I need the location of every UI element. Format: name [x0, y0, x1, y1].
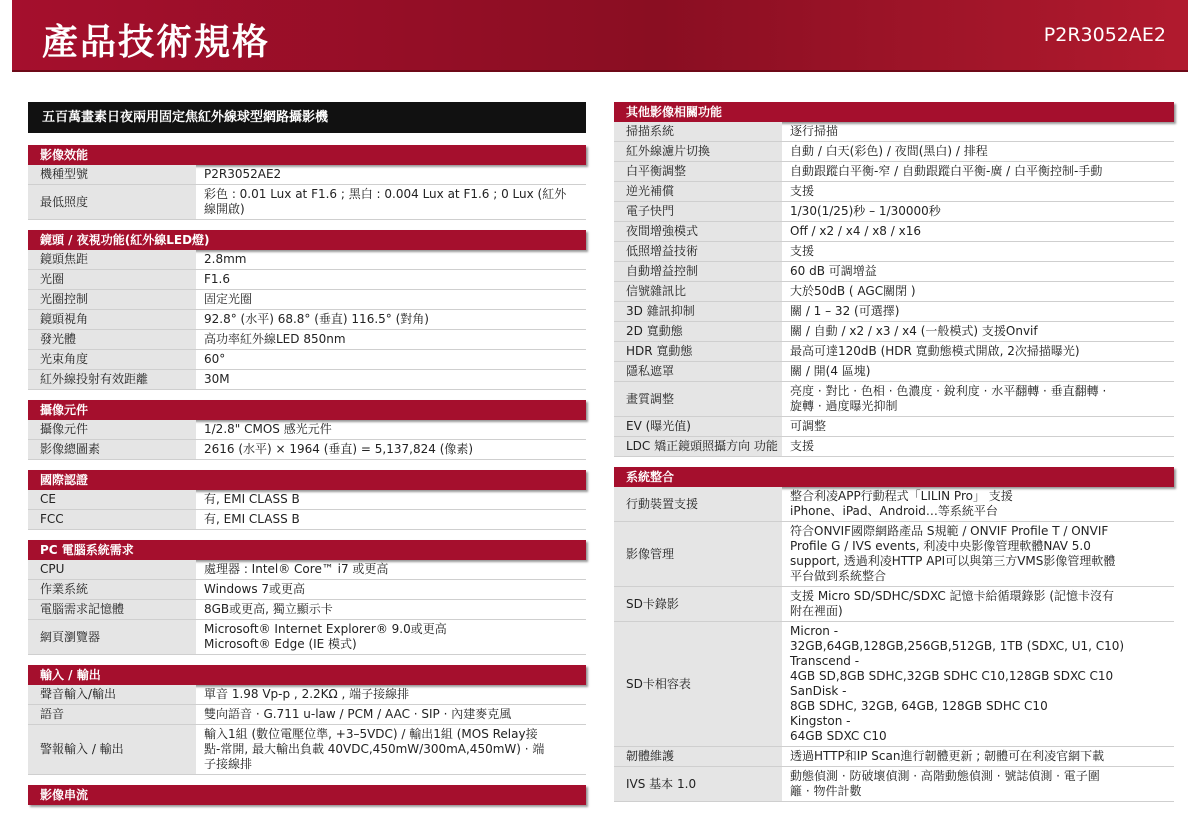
spec-row [614, 487, 1174, 522]
spec-row [614, 122, 1174, 142]
spec-label: 影像管理 [614, 522, 782, 586]
spec-label: CPU [28, 560, 196, 579]
spec-row [614, 747, 1174, 767]
spec-value: 亮度 · 對比 · 色相 · 色濃度 · 銳利度 · 水平翻轉 · 垂直翻轉 · 旋轉 · 過度曝光抑制 [790, 384, 1107, 413]
spec-label: 自動增益控制 [614, 262, 782, 281]
page-title: 產品技術規格 [42, 22, 271, 63]
left-column [28, 102, 586, 815]
spec-section [28, 540, 586, 655]
spec-label: SD卡相容表 [614, 622, 782, 746]
spec-label: 發光體 [28, 330, 196, 349]
spec-label: 3D 雜訊抑制 [614, 302, 782, 321]
spec-row [614, 242, 1174, 262]
spec-row [28, 165, 586, 185]
spec-row [614, 342, 1174, 362]
spec-label: 電子快門 [614, 202, 782, 221]
spec-section [28, 785, 586, 805]
spec-row [614, 382, 1174, 417]
spec-value: 有, EMI CLASS B [204, 512, 300, 526]
spec-label: 鏡頭焦距 [28, 250, 196, 269]
section-title: 鏡頭 / 夜視功能(紅外線LED燈) [28, 230, 586, 250]
spec-value: Microsoft® Internet Explorer® 9.0或更高 Microsoft® Edge (IE 模式) [204, 622, 447, 651]
spec-row [614, 202, 1174, 222]
spec-value: 高功率紅外線LED 850nm [204, 332, 346, 346]
spec-value: 單音 1.98 Vp-p , 2.2KΩ , 端子接線排 [204, 687, 410, 701]
spec-value: 整合利凌APP行動程式「LILIN Pro」 支援 iPhone、iPad、Android…等系統平台 [790, 489, 1013, 518]
spec-value: Windows 7或更高 [204, 582, 306, 596]
spec-label: 最低照度 [28, 185, 196, 219]
spec-value: 符合ONVIF國際網路產品 S規範 / ONVIF Profile T / ONVIF Profile G / IVS events, 利凌中央影像管理軟體NAV 5.0 support, 透過利凌HTTP API可以與第三方VMS影像管理軟體 平台做到系統整合 [790, 524, 1116, 583]
spec-label: 低照增益技術 [614, 242, 782, 261]
spec-value: 自動跟蹤白平衡-窄 / 自動跟蹤白平衡-廣 / 白平衡控制-手動 [790, 164, 1103, 178]
spec-value: P2R3052AE2 [204, 167, 282, 181]
spec-row [28, 310, 586, 330]
spec-label: 作業系統 [28, 580, 196, 599]
spec-value: 1/2.8" CMOS 感光元件 [204, 422, 332, 436]
spec-label: 語音 [28, 705, 196, 724]
spec-value: 支援 [790, 244, 815, 258]
section-title: 國際認證 [28, 470, 586, 490]
spec-label: 逆光補償 [614, 182, 782, 201]
spec-row [28, 490, 586, 510]
spec-label: 2D 寬動態 [614, 322, 782, 341]
spec-row [614, 362, 1174, 382]
spec-row [28, 330, 586, 350]
spec-label: 畫質調整 [614, 382, 782, 416]
model-number: P2R3052AE2 [1043, 24, 1166, 46]
spec-row [614, 262, 1174, 282]
spec-row [614, 222, 1174, 242]
spec-value: 92.8° (水平) 68.8° (垂直) 116.5° (對角) [204, 312, 429, 326]
spec-section [28, 400, 586, 460]
spec-value: 固定光圈 [204, 292, 253, 306]
spec-value: 輸入1組 (數位電壓位準, +3–5VDC) / 輸出1組 (MOS Relay接 點-常開, 最大輸出負載 40VDC,450mW/300mA,450mW) · 端 子接線排 [204, 727, 545, 771]
spec-value: 30M [204, 372, 230, 386]
spec-value: 8GB或更高, 獨立顯示卡 [204, 602, 333, 616]
spec-row [28, 600, 586, 620]
spec-label: EV (曝光值) [614, 417, 782, 436]
spec-row [28, 290, 586, 310]
spec-label: 光圈 [28, 270, 196, 289]
spec-value: 透過HTTP和IP Scan進行韌體更新 ; 韌體可在利凌官網下載 [790, 749, 1105, 763]
spec-label: 聲音輸入/輸出 [28, 685, 196, 704]
spec-value: 關 / 1 – 32 (可選擇) [790, 304, 900, 318]
spec-label: 攝像元件 [28, 420, 196, 439]
spec-row [614, 417, 1174, 437]
spec-label: 電腦需求記憶體 [28, 600, 196, 619]
section-title: 輸入 / 輸出 [28, 665, 586, 685]
section-title: PC 電腦系統需求 [28, 540, 586, 560]
section-title: 系統整合 [614, 467, 1174, 487]
spec-section [28, 665, 586, 775]
spec-value: 大於50dB ( AGC關閉 ) [790, 284, 916, 298]
spec-row [614, 437, 1174, 457]
page-header [12, 0, 1188, 72]
spec-label: 白平衡調整 [614, 162, 782, 181]
spec-row [614, 622, 1174, 747]
spec-label: 網頁瀏覽器 [28, 620, 196, 654]
spec-value: Micron - 32GB,64GB,128GB,256GB,512GB, 1TB (SDXC, U1, C10) Transcend - 4GB SD,8GB SDHC,32GB SDHC C10,128GB SDXC C10 SanDisk - 8GB SDHC, 32GB, 64GB, 128GB SDHC C10 Kingston - 64GB SDXC C10 [790, 624, 1125, 743]
spec-label: 鏡頭視角 [28, 310, 196, 329]
spec-row [614, 767, 1174, 802]
spec-row [614, 322, 1174, 342]
spec-row [28, 350, 586, 370]
spec-label: 行動裝置支援 [614, 487, 782, 521]
spec-value: 2.8mm [204, 252, 247, 266]
spec-value: 彩色 : 0.01 Lux at F1.6 ; 黑白 : 0.004 Lux at F1.6 ; 0 Lux (紅外 線開啟) [204, 187, 567, 216]
spec-row [28, 420, 586, 440]
spec-label: 警報輸入 / 輸出 [28, 725, 196, 774]
spec-row [614, 282, 1174, 302]
spec-value: 60° [204, 352, 226, 366]
spec-row [28, 185, 586, 220]
spec-row [28, 270, 586, 290]
spec-label: HDR 寬動態 [614, 342, 782, 361]
spec-label: CE [28, 490, 196, 509]
spec-row [28, 440, 586, 460]
spec-value: 逐行掃描 [790, 124, 839, 138]
spec-value: 雙向語音 · G.711 u-law / PCM / AAC · SIP · 內建麥克風 [204, 707, 512, 721]
spec-label: SD卡錄影 [614, 587, 782, 621]
spec-value: 關 / 自動 / x2 / x3 / x4 (一般模式) 支援Onvif [790, 324, 1038, 338]
spec-label: 光束角度 [28, 350, 196, 369]
spec-row [28, 705, 586, 725]
spec-row [28, 250, 586, 270]
product-title: 五百萬畫素日夜兩用固定焦紅外線球型網路攝影機 [28, 102, 586, 133]
spec-section [28, 230, 586, 390]
spec-value: 1/30(1/25)秒 – 1/30000秒 [790, 204, 941, 218]
spec-label: 機種型號 [28, 165, 196, 184]
spec-section [28, 145, 586, 220]
spec-row [614, 142, 1174, 162]
spec-row [28, 510, 586, 530]
spec-value: 處理器 : Intel® Core™ i7 或更高 [204, 562, 389, 576]
spec-value: 關 / 開(4 區塊) [790, 364, 871, 378]
spec-label: LDC 矯正鏡頭照攝方向 功能 [614, 437, 782, 456]
spec-value: 有, EMI CLASS B [204, 492, 300, 506]
spec-value: 2616 (水平) × 1964 (垂直) = 5,137,824 (像素) [204, 442, 474, 456]
spec-label: 掃描系統 [614, 122, 782, 141]
spec-value: 自動 / 白天(彩色) / 夜間(黑白) / 排程 [790, 144, 988, 158]
spec-section [614, 102, 1174, 457]
spec-value: 最高可達120dB (HDR 寬動態模式開啟, 2次掃描曝光) [790, 344, 1080, 358]
spec-value: 支援 [790, 184, 815, 198]
spec-row [614, 302, 1174, 322]
spec-label: 紅外線濾片切換 [614, 142, 782, 161]
spec-value: 支援 [790, 439, 815, 453]
spec-value: 60 dB 可調增益 [790, 264, 877, 278]
section-title: 影像串流 [28, 785, 586, 805]
spec-row [28, 580, 586, 600]
spec-section [614, 467, 1174, 802]
spec-label: 韌體維護 [614, 747, 782, 766]
section-title: 攝像元件 [28, 400, 586, 420]
spec-label: 隱私遮罩 [614, 362, 782, 381]
spec-label: 信號雜訊比 [614, 282, 782, 301]
spec-value: 可調整 [790, 419, 827, 433]
spec-value: 支援 Micro SD/SDHC/SDXC 記憶卡給循環錄影 (記憶卡沒有 附在裡面) [790, 589, 1115, 618]
spec-label: FCC [28, 510, 196, 529]
right-column [614, 102, 1174, 812]
spec-label: 光圈控制 [28, 290, 196, 309]
spec-row [28, 620, 586, 655]
spec-label: IVS 基本 1.0 [614, 767, 782, 801]
spec-label: 影像總圖素 [28, 440, 196, 459]
spec-row [614, 182, 1174, 202]
spec-row [28, 560, 586, 580]
spec-label: 夜間增強模式 [614, 222, 782, 241]
section-title: 其他影像相關功能 [614, 102, 1174, 122]
spec-row [614, 162, 1174, 182]
spec-row [614, 587, 1174, 622]
spec-value: F1.6 [204, 272, 230, 286]
spec-row [614, 522, 1174, 587]
spec-section [28, 470, 586, 530]
spec-row [28, 725, 586, 775]
spec-label: 紅外線投射有效距離 [28, 370, 196, 389]
spec-value: Off / x2 / x4 / x8 / x16 [790, 224, 921, 238]
section-title: 影像效能 [28, 145, 586, 165]
spec-row [28, 685, 586, 705]
spec-value: 動態偵測 · 防破壞偵測 · 高階動態偵測 · 號誌偵測 · 電子圍 籬 · 物件計數 [790, 769, 1100, 798]
spec-row [28, 370, 586, 390]
